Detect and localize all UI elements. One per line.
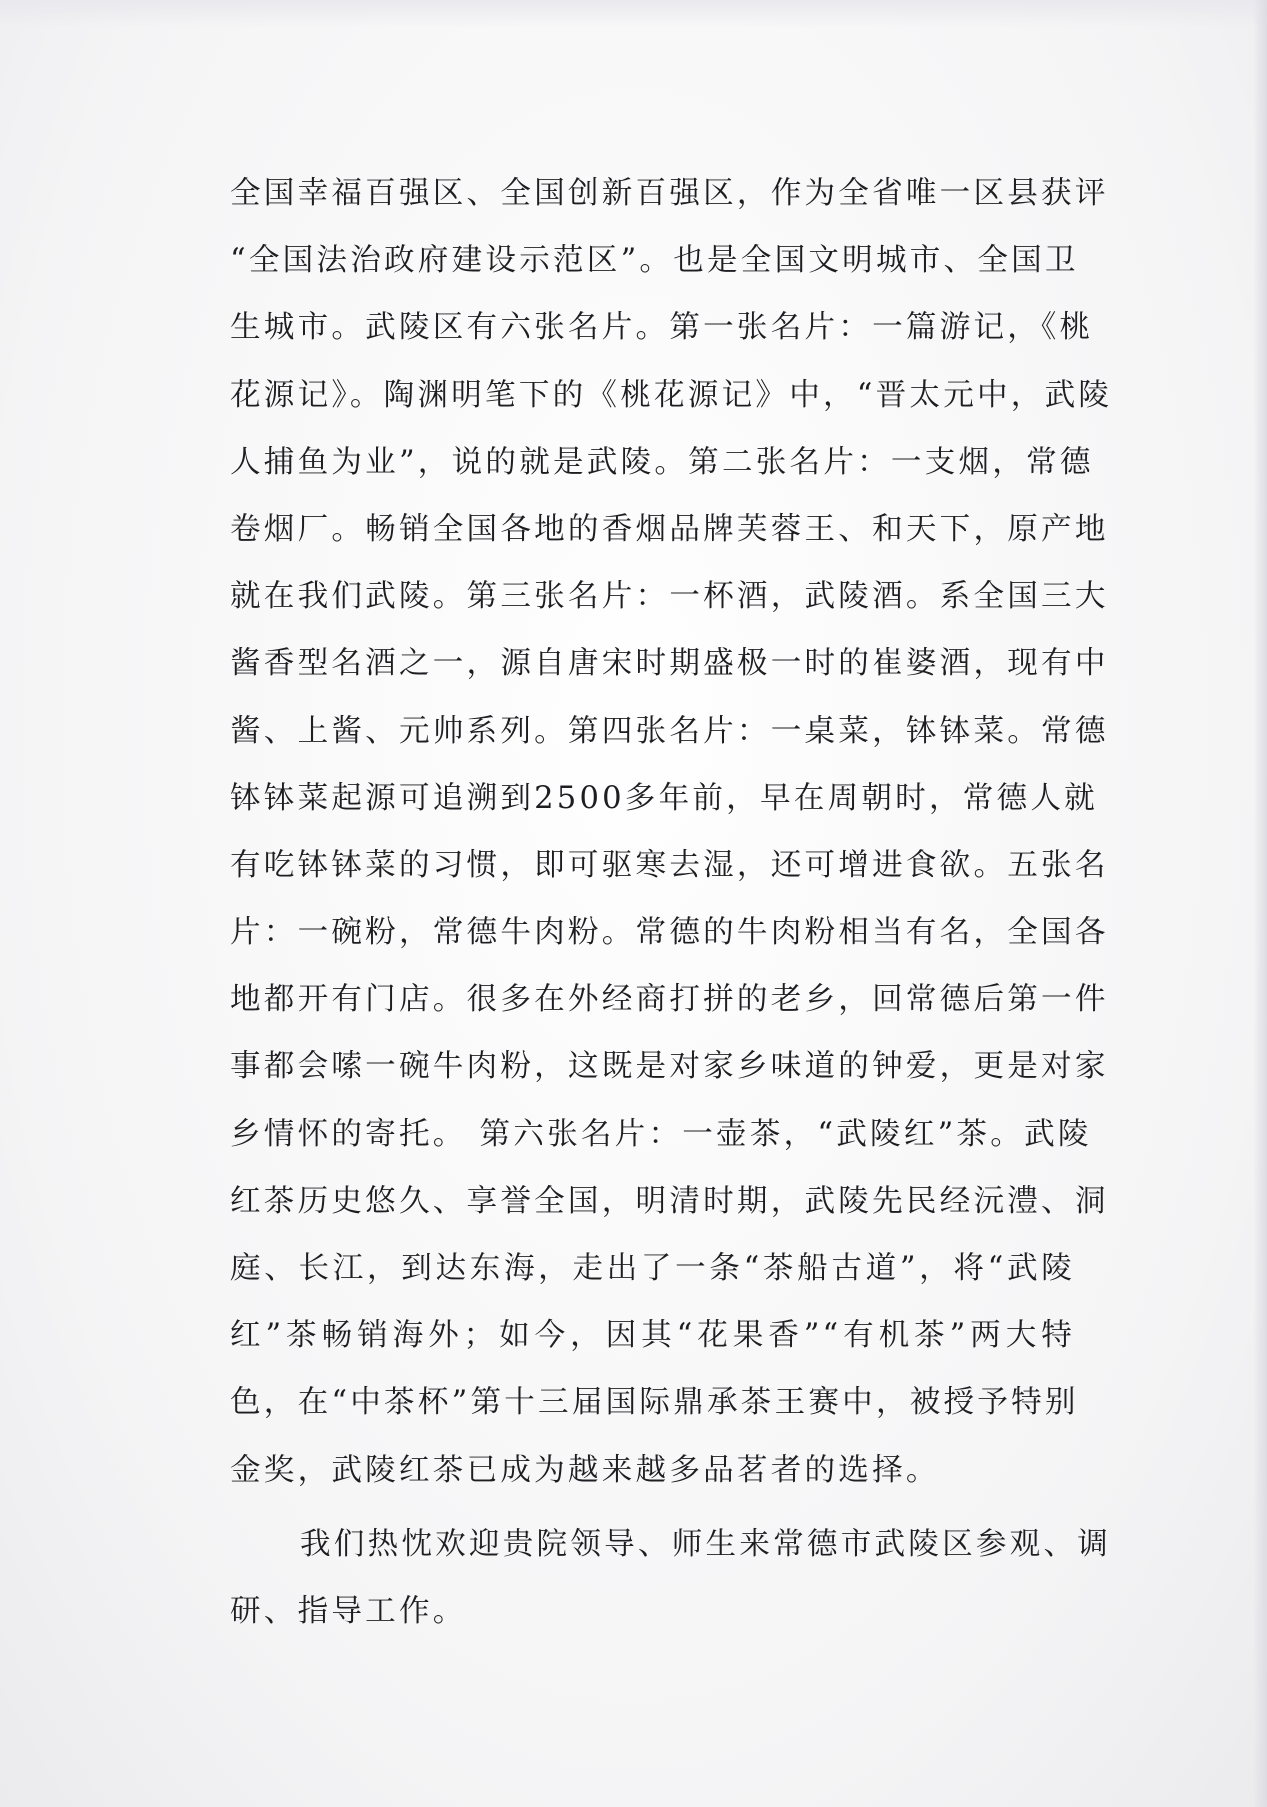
text-line: 生城市。武陵区有六张名片。第一张名片：一篇游记，《桃 bbox=[230, 310, 1094, 346]
scan-shadow-top bbox=[0, 0, 1267, 28]
document-body bbox=[230, 160, 1113, 1645]
text-line: 片：一碗粉，常德牛肉粉。常德的牛肉粉相当有名，全国各 bbox=[230, 915, 1109, 951]
paragraph-1 bbox=[230, 160, 1113, 1504]
text-line: 就在我们武陵。第三张名片：一杯酒，武陵酒。系全国三大 bbox=[230, 579, 1109, 615]
text-line: “全国法治政府建设示范区”。也是全国文明城市、全国卫 bbox=[230, 243, 1079, 279]
text-line: 钵钵菜起源可追溯到2500多年前，早在周朝时，常德人就 bbox=[230, 780, 1098, 816]
text-line: 花源记》。陶渊明笔下的《桃花源记》中，“晋太元中，武陵 bbox=[230, 377, 1113, 413]
text-line: 人捕鱼为业”，说的就是武陵。第二张名片：一支烟，常德 bbox=[230, 444, 1094, 480]
scan-shadow-right bbox=[1253, 0, 1267, 1807]
text-line: 地都开有门店。很多在外经商打拼的老乡，回常德后第一件 bbox=[230, 982, 1109, 1018]
text-line: 酱香型名酒之一，源自唐宋时期盛极一时的崔婆酒，现有中 bbox=[230, 646, 1109, 682]
text-line: 红”茶畅销海外；如今，因其“花果香”“有机茶”两大特 bbox=[230, 1318, 1075, 1354]
text-line: 金奖，武陵红茶已成为越来越多品茗者的选择。 bbox=[230, 1452, 940, 1488]
text-line: 我们热忱欢迎贵院领导、师生来常德市武陵区参观、调 bbox=[300, 1526, 1112, 1562]
text-line: 全国幸福百强区、全国创新百强区，作为全省唯一区县获评 bbox=[230, 176, 1109, 211]
text-line: 有吃钵钵菜的习惯，即可驱寒去湿，还可增进食欲。五张名 bbox=[230, 847, 1109, 883]
text-line: 庭、长江，到达东海，走出了一条“茶船古道”，将“武陵 bbox=[230, 1251, 1075, 1286]
paragraph-2 bbox=[230, 1511, 1112, 1645]
text-line: 卷烟厂。畅销全国各地的香烟品牌芙蓉王、和天下，原产地 bbox=[230, 511, 1109, 547]
text-line: 事都会嗦一碗牛肉粉，这既是对家乡味道的钟爱，更是对家 bbox=[230, 1049, 1109, 1085]
text-line: 乡情怀的寄托。 第六张名片：一壶茶，“武陵红”茶。武陵 bbox=[230, 1116, 1092, 1152]
text-line: 酱、上酱、元帅系列。第四张名片：一桌菜，钵钵菜。常德 bbox=[230, 713, 1109, 749]
text-line: 红茶历史悠久、享誉全国，明清时期，武陵先民经沅澧、洞 bbox=[230, 1183, 1109, 1219]
text-line: 色，在“中茶杯”第十三届国际鼎承茶王赛中，被授予特别 bbox=[230, 1385, 1079, 1421]
text-line: 研、指导工作。 bbox=[230, 1593, 467, 1629]
